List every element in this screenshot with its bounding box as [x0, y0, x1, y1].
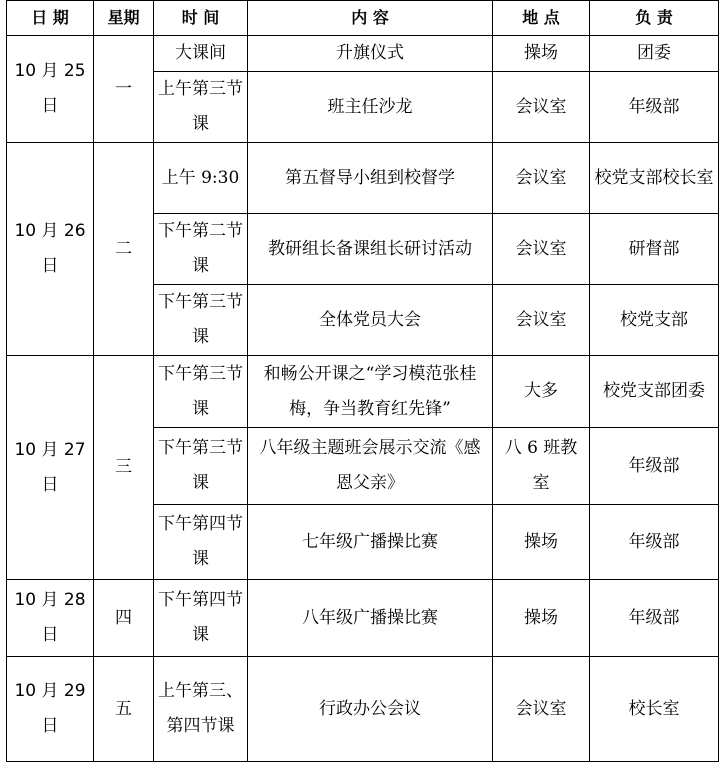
weekday-cell: 三	[94, 356, 154, 580]
header-owner: 负 责	[590, 1, 719, 36]
date-cell: 10 月 29 日	[7, 657, 94, 762]
date-cell: 10 月 27 日	[7, 356, 94, 580]
time-cell: 上午第三节课	[154, 72, 248, 143]
content-cell: 班主任沙龙	[248, 72, 493, 143]
header-location: 地 点	[493, 1, 590, 36]
header-date: 日 期	[7, 1, 94, 36]
weekday-cell: 一	[94, 36, 154, 143]
time-cell: 上午 9:30	[154, 143, 248, 214]
owner-cell: 年级部	[590, 72, 719, 143]
location-cell: 会议室	[493, 214, 590, 285]
owner-cell: 团委	[590, 36, 719, 72]
owner-cell: 年级部	[590, 505, 719, 580]
time-cell: 下午第三节课	[154, 428, 248, 505]
location-cell: 会议室	[493, 657, 590, 762]
owner-cell: 校党支部团委	[590, 356, 719, 428]
content-cell: 全体党员大会	[248, 285, 493, 356]
time-cell: 下午第三节课	[154, 285, 248, 356]
time-cell: 下午第二节课	[154, 214, 248, 285]
owner-cell: 研督部	[590, 214, 719, 285]
location-cell: 会议室	[493, 143, 590, 214]
owner-cell: 年级部	[590, 580, 719, 657]
location-cell: 操场	[493, 580, 590, 657]
content-cell: 行政办公会议	[248, 657, 493, 762]
location-cell: 会议室	[493, 72, 590, 143]
time-cell: 下午第三节课	[154, 356, 248, 428]
owner-cell: 校长室	[590, 657, 719, 762]
content-cell: 升旗仪式	[248, 36, 493, 72]
content-cell: 教研组长备课组长研讨活动	[248, 214, 493, 285]
table-row	[7, 143, 719, 214]
location-cell: 大多	[493, 356, 590, 428]
owner-cell: 校党支部	[590, 285, 719, 356]
time-cell: 下午第四节课	[154, 580, 248, 657]
schedule-table	[6, 0, 719, 762]
location-cell: 会议室	[493, 285, 590, 356]
weekday-cell: 四	[94, 580, 154, 657]
date-cell: 10 月 26 日	[7, 143, 94, 356]
table-row	[7, 36, 719, 72]
time-cell: 大课间	[154, 36, 248, 72]
location-cell: 操场	[493, 36, 590, 72]
date-cell: 10 月 25 日	[7, 36, 94, 143]
table-row	[7, 580, 719, 657]
owner-cell: 年级部	[590, 428, 719, 505]
content-cell: 八年级广播操比赛	[248, 580, 493, 657]
time-cell: 下午第四节课	[154, 505, 248, 580]
schedule-container	[6, 0, 719, 762]
time-cell: 上午第三、第四节课	[154, 657, 248, 762]
header-weekday: 星期	[94, 1, 154, 36]
content-cell: 和畅公开课之“学习模范张桂梅，争当教育红先锋”	[248, 356, 493, 428]
content-cell: 第五督导小组到校督学	[248, 143, 493, 214]
header-row	[7, 1, 719, 36]
header-content: 内 容	[248, 1, 493, 36]
header-time: 时 间	[154, 1, 248, 36]
content-cell: 七年级广播操比赛	[248, 505, 493, 580]
content-cell: 八年级主题班会展示交流《感恩父亲》	[248, 428, 493, 505]
table-row	[7, 356, 719, 428]
date-cell: 10 月 28 日	[7, 580, 94, 657]
table-row	[7, 657, 719, 762]
owner-cell: 校党支部校长室	[590, 143, 719, 214]
location-cell: 操场	[493, 505, 590, 580]
location-cell: 八 6 班教室	[493, 428, 590, 505]
weekday-cell: 五	[94, 657, 154, 762]
weekday-cell: 二	[94, 143, 154, 356]
